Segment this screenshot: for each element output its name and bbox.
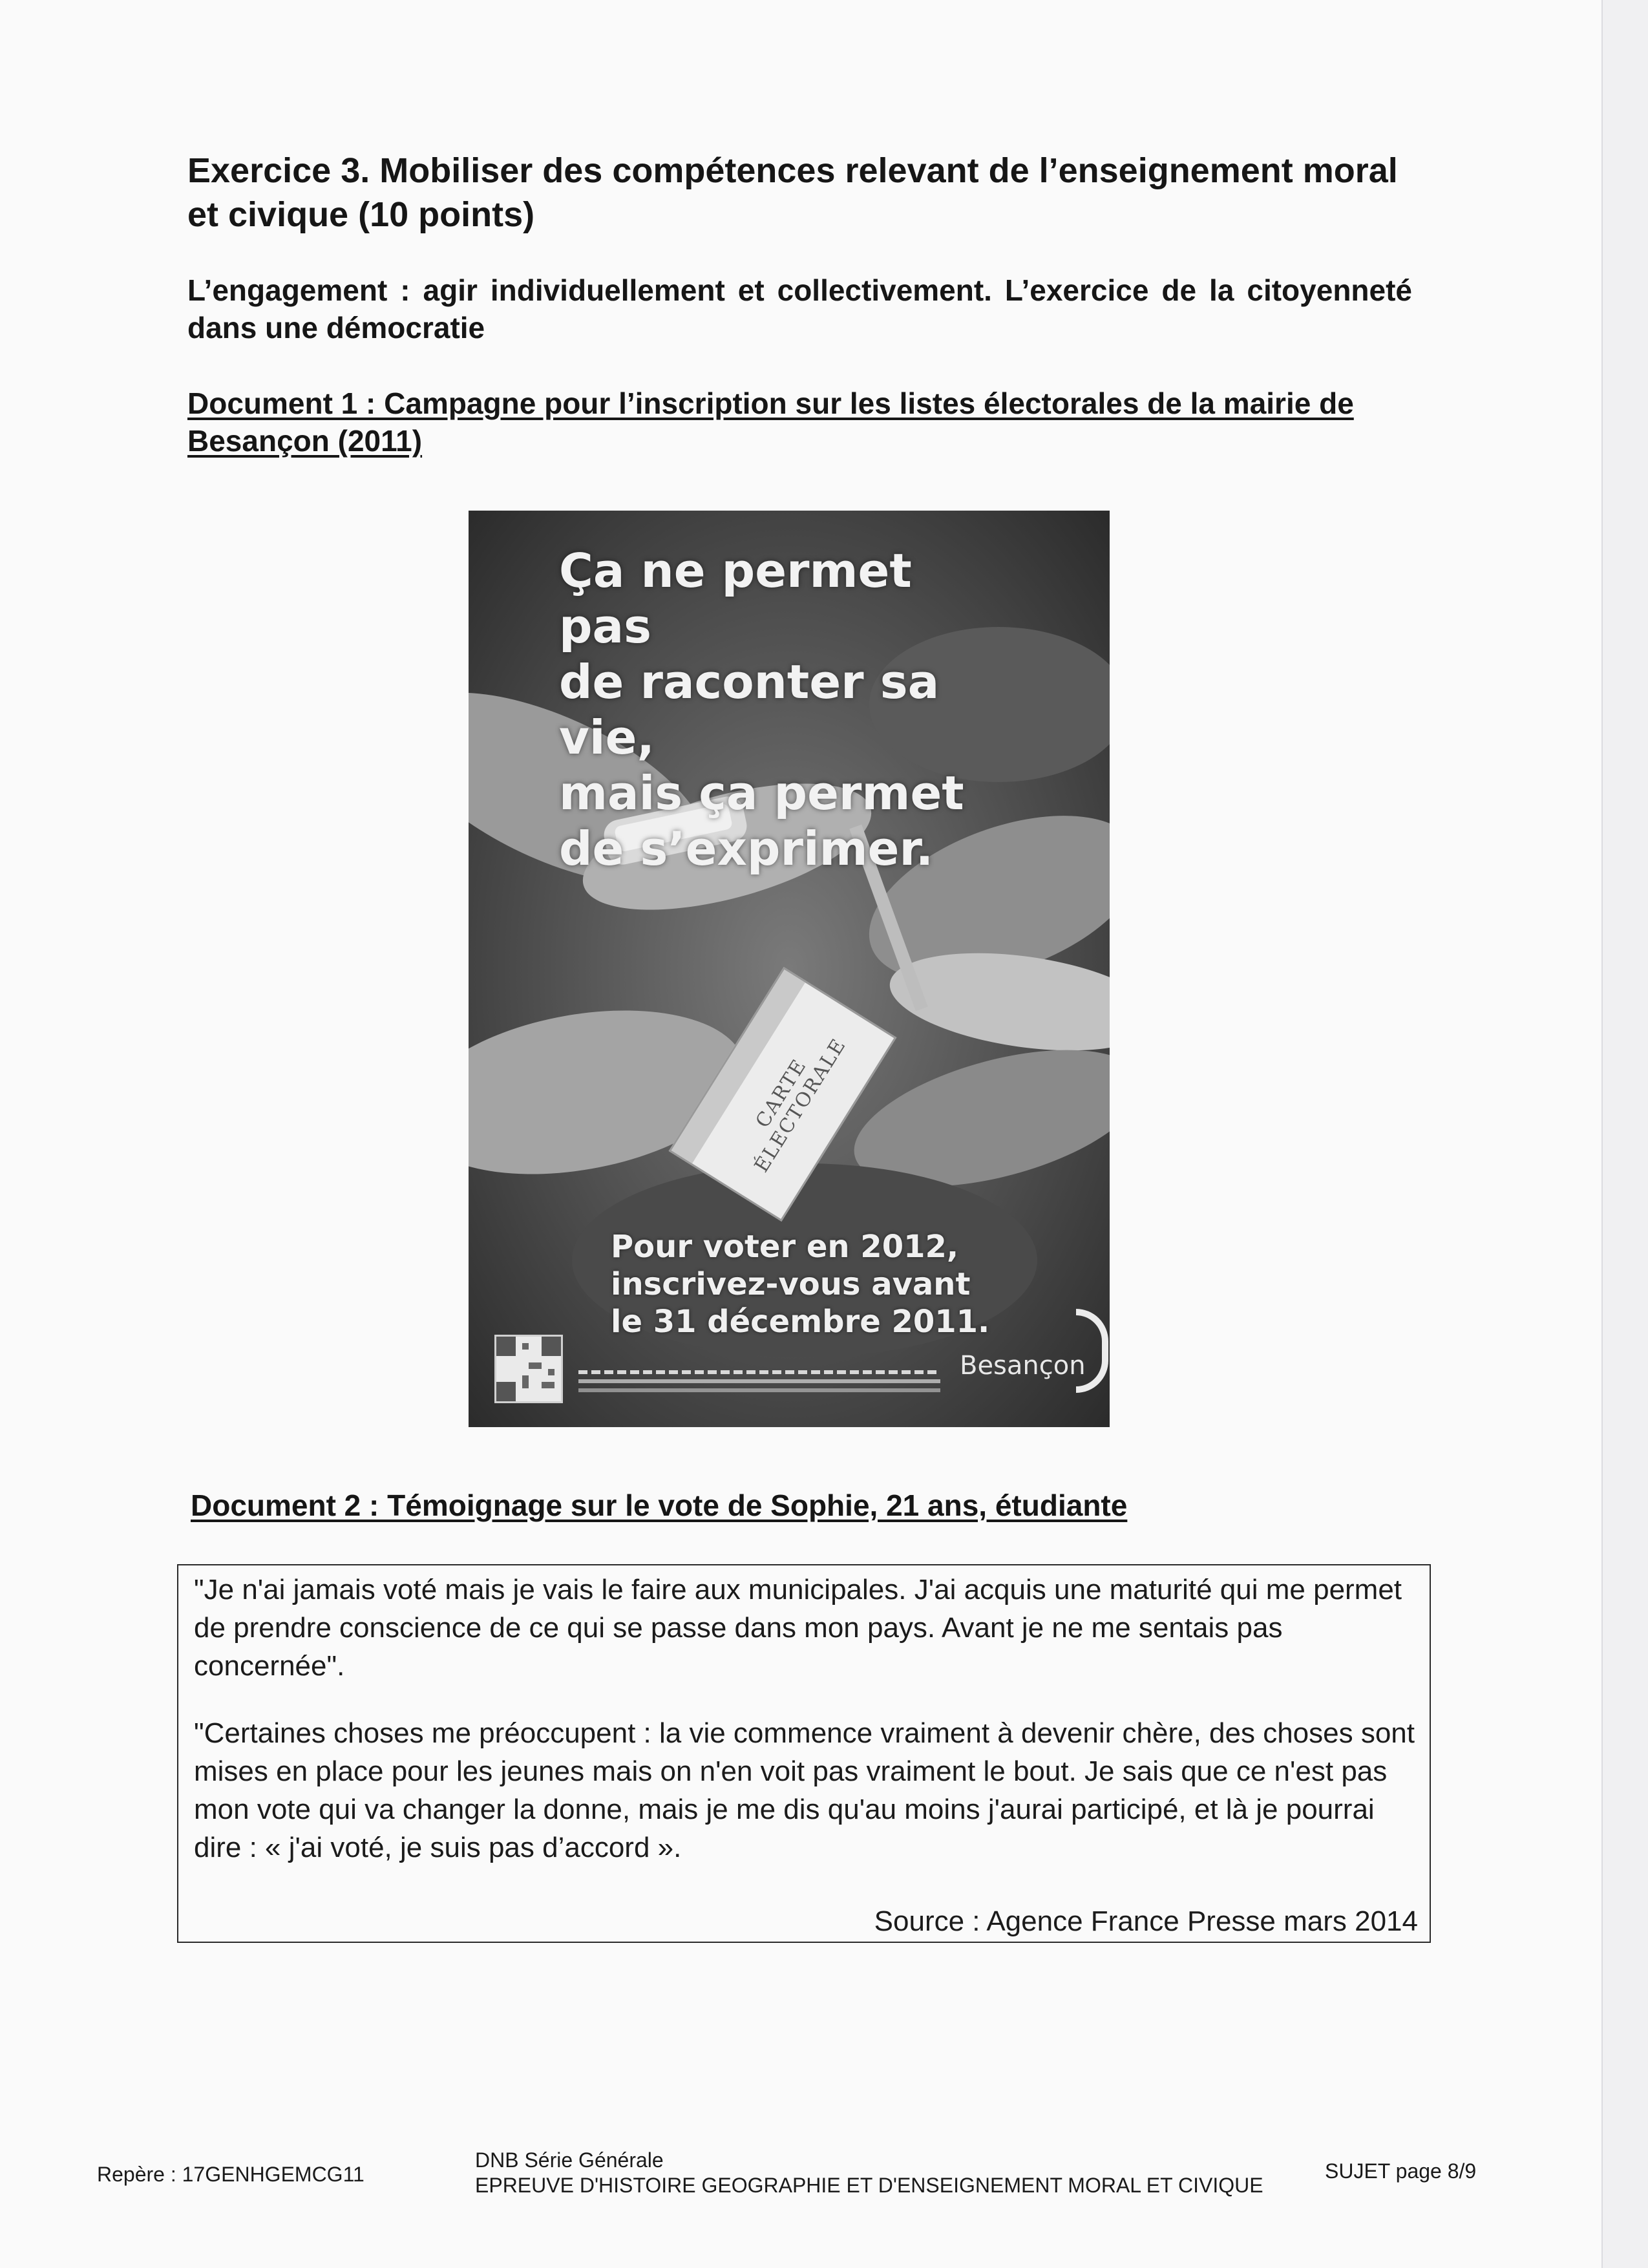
footer-repere: Repère : 17GENHGEMCG11 — [97, 2163, 364, 2186]
testimony-paragraph-1: "Je n'ai jamais voté mais je vais le faire aux municipales. J'ai acquis une maturité qui me permet de prendre conscience de ce qui se passe dans mon pays. Avant je ne me sentais pas concernée". — [194, 1574, 1402, 1682]
page-edge — [1601, 0, 1648, 2268]
poster-headline: Ça ne permet pas de raconter sa vie, mais ça permet de s’exprimer. — [559, 544, 964, 876]
exercise-title: Exercice 3. Mobiliser des compétences relevant de l’enseignement moral et civique (10 points) — [187, 151, 1398, 234]
document2-title: Document 2 : Témoignage sur le vote de Sophie, 21 ans, étudiante — [191, 1489, 1128, 1522]
testimony-paragraph-2: "Certaines choses me préoccupent : la vie commence vraiment à devenir chère, des choses sont mises en place pour les jeunes mais on n'en voit pas vraiment le bout. Je sais que ce n'est pas mon vote qui va changer la donne, mais je me dis qu'au moins j'aurai participé, et là je pourrai dire : « j'ai voté, je suis pas d’accord ». — [194, 1717, 1415, 1863]
qr-code-icon — [494, 1335, 563, 1403]
document1-title: Document 1 : Campagne pour l’inscription sur les listes électorales de la mairie de Besançon (2011) — [187, 387, 1354, 458]
testimony-source: Source : Agence France Presse mars 2014 — [874, 1905, 1418, 1937]
exercise-subtitle: L’engagement : agir individuellement et collectivement. L’exercice de la citoyenneté dans une démocratie — [187, 273, 1412, 344]
poster-fine-print — [578, 1370, 940, 1374]
footer-dnb: DNB Série Générale — [475, 2148, 664, 2172]
campaign-poster — [469, 511, 1110, 1427]
footer-page-number: SUJET page 8/9 — [1325, 2159, 1477, 2183]
besancon-logo: Besançon — [960, 1351, 1086, 1381]
testimony-box — [177, 1564, 1431, 1943]
footer-epreuve: EPREUVE D'HISTOIRE GEOGRAPHIE ET D'ENSEIGNEMENT MORAL ET CIVIQUE — [475, 2174, 1263, 2197]
voter-card-label: CARTE ÉLECTORALE — [750, 1034, 851, 1177]
poster-callout: Pour voter en 2012, inscrivez-vous avant le 31 décembre 2011. — [611, 1229, 990, 1340]
